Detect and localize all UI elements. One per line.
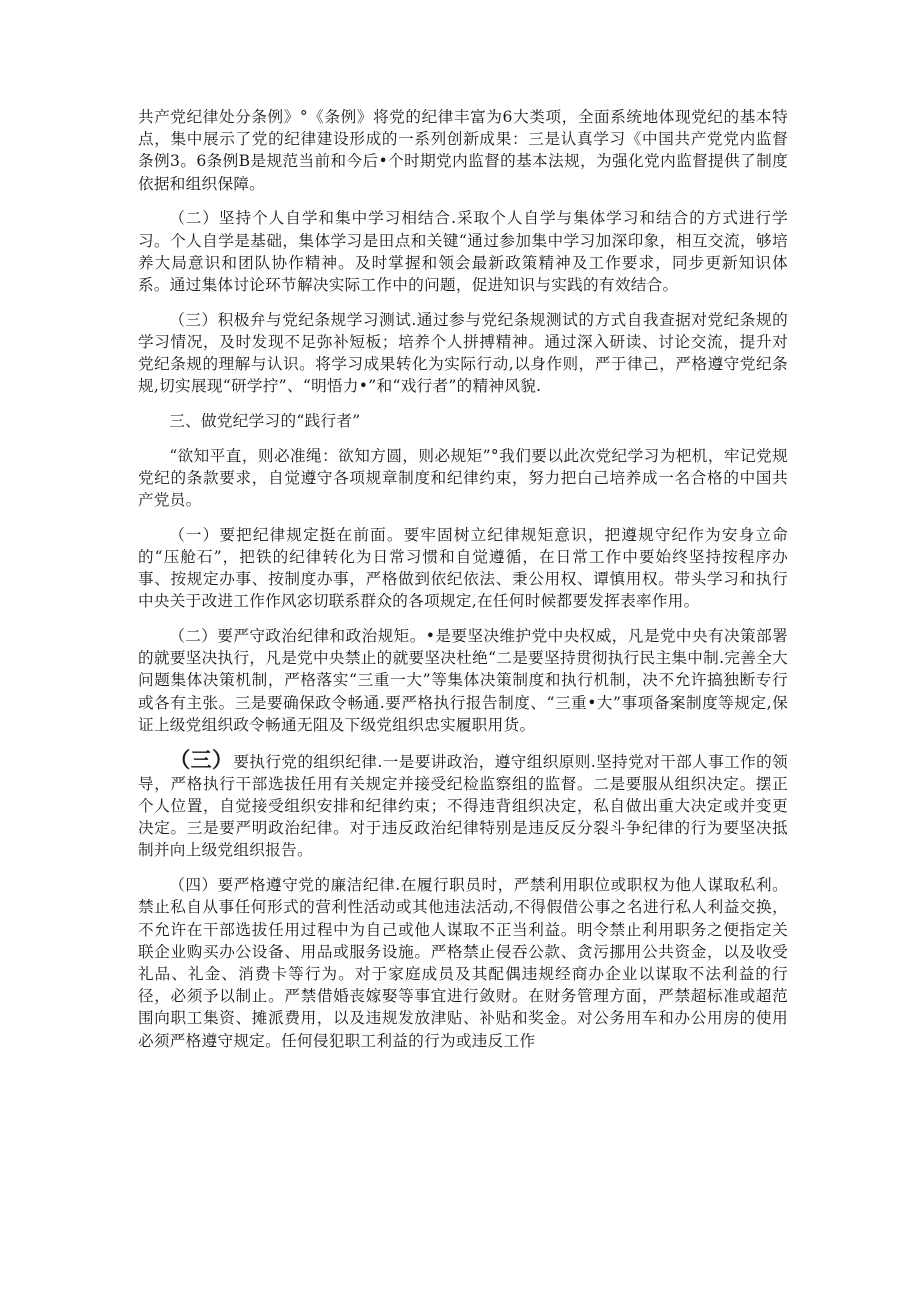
paragraph-7-lead: （三） — [169, 746, 234, 772]
paragraph-3: （三）积极弁与党纪条规学习测试.通过参与党纪条规测试的方式自我查据对党纪条规的学习情况，及时发现不足弥补短板；培养个人拼搏精神。通过深入研读、讨论交流，提升对党纪条规的理解与认识。将学习成果转化为实际行动,以身作则，严于律己，严格遵守党纪条规,切实展现“研学拧”、“明悟力•”和“戏行者”的精神风貌. — [138, 310, 788, 396]
document-page — [138, 106, 788, 1064]
paragraph-6: （二）要严守政治纪律和政治规矩。•是要坚决维护党中央权威，凡是党中央有决策部署的就要坚决执行，凡是党中央禁止的就要坚决杜绝“二是要坚持贯彻执行民主集中制.完善全大问题集体决策机制，严格落实“三重一大”等集体决策制度和执行机制，决不允许搞独断专行或各有主张。三是要确保政令畅通.要严格执行报告制度、“三重•大”事项备案制度等规定,保证上级党组织政令畅通无阻及下级党组织忠实履职用货。 — [138, 627, 788, 734]
section-heading-3: 三、做党纪学习的“践行者” — [169, 411, 361, 430]
paragraph-5: （一）要把纪律规定挺在前面。要牢固树立纪律规矩意识，把遵规守纪作为安身立命的“压舱石”，把铁的纪律转化为日常习惯和自觉遵循，在日常工作中要始终坚持按程序办事、按规定办事、按制度办事，严格做到依纪依法、秉公用权、谭慎用权。带头学习和执行中央关于改进工作作风宓切联系群众的各项规定,在任何时候都要发挥表率作用。 — [138, 525, 788, 611]
paragraph-2: （二）坚持个人自学和集中学习相结合.采取个人自学与集体学习和结合的方式进行学习。个人自学是基础，集体学习是田点和关键“通过参加集中学习加深印象，相互交流，够培养大局意识和团队协作精神。及时掌握和领会最新政策精神及工作要求，同步更新知识体系。通过集体讨论环节解决实际工作中的问题，促进知识与实践的有效结合。 — [138, 209, 788, 294]
paragraph-7 — [138, 746, 788, 862]
paragraph-1: 共产党纪律处分条例》°《条例》将党的纪律丰富为6大类项，全面系统地体现党纪的基本特点，集中展示了党的纪律建设形成的一系列创新成果：三是认真学习《中国共产党党内监督条例3。6条例B是规范当前和今后•个时期党内监督的基本法规，为强化党内监督提供了制度依据和组织保障。 — [138, 108, 788, 193]
paragraph-4: “欲知平直，则必准绳：欲知方圆，则必规矩”°我们要以此次党纪学习为杷机，牢记党规党纪的条款要求，自觉遵守各项规章制度和纪律约束，努力把白己培养成一名合格的中国共产党员。 — [138, 446, 788, 510]
paragraph-7-body: 要执行党的组织纪律.一是要讲政治，遵守组织原则.坚持党对干部人事工作的领导，严格执行干部选拔任用有关规定并接受纪检监察组的监督。二是要服从组织决定。摆正个人位置，自觉接受组织安排和纪律约束；不得违背组织决定，私自做出重大决定或并变更决定。三是要严明政治纪律。对于违反政治纪律特别是违反反分裂斗争纪律的行为要坚决抵制并向上级党组织报告。 — [138, 752, 788, 860]
paragraph-8: （四）要严格遵守党的廉洁纪律.在履行职员时，严禁利用职位或职权为他人谋取私利。禁止私自从事任何形式的营利性活动或其他违法活动,不得假借公事之名进行私人利益交换，不允许在干部选拔任用过程中为自己或他人谋取不正当利益。明令禁止利用职务之便指定关联企业购买办公设备、用品或服务设施。严格禁止侵吞公款、贪污挪用公共资金，以及收受礼品、礼金、消费卡等行为。对于家庭成员及其配偶违规经商办企业以谋取不法利益的行径，必须予以制止。严禁借婚丧嫁娶等事宜进行敛财。在财务管理方面，严禁超标准或超范围向职工集资、摊派费用，以及违规发放津贴、补贴和奖金。对公务用车和办公用房的使用必须严格遵守规定。任何侵犯职工利益的行为或违反工作 — [138, 876, 788, 1050]
